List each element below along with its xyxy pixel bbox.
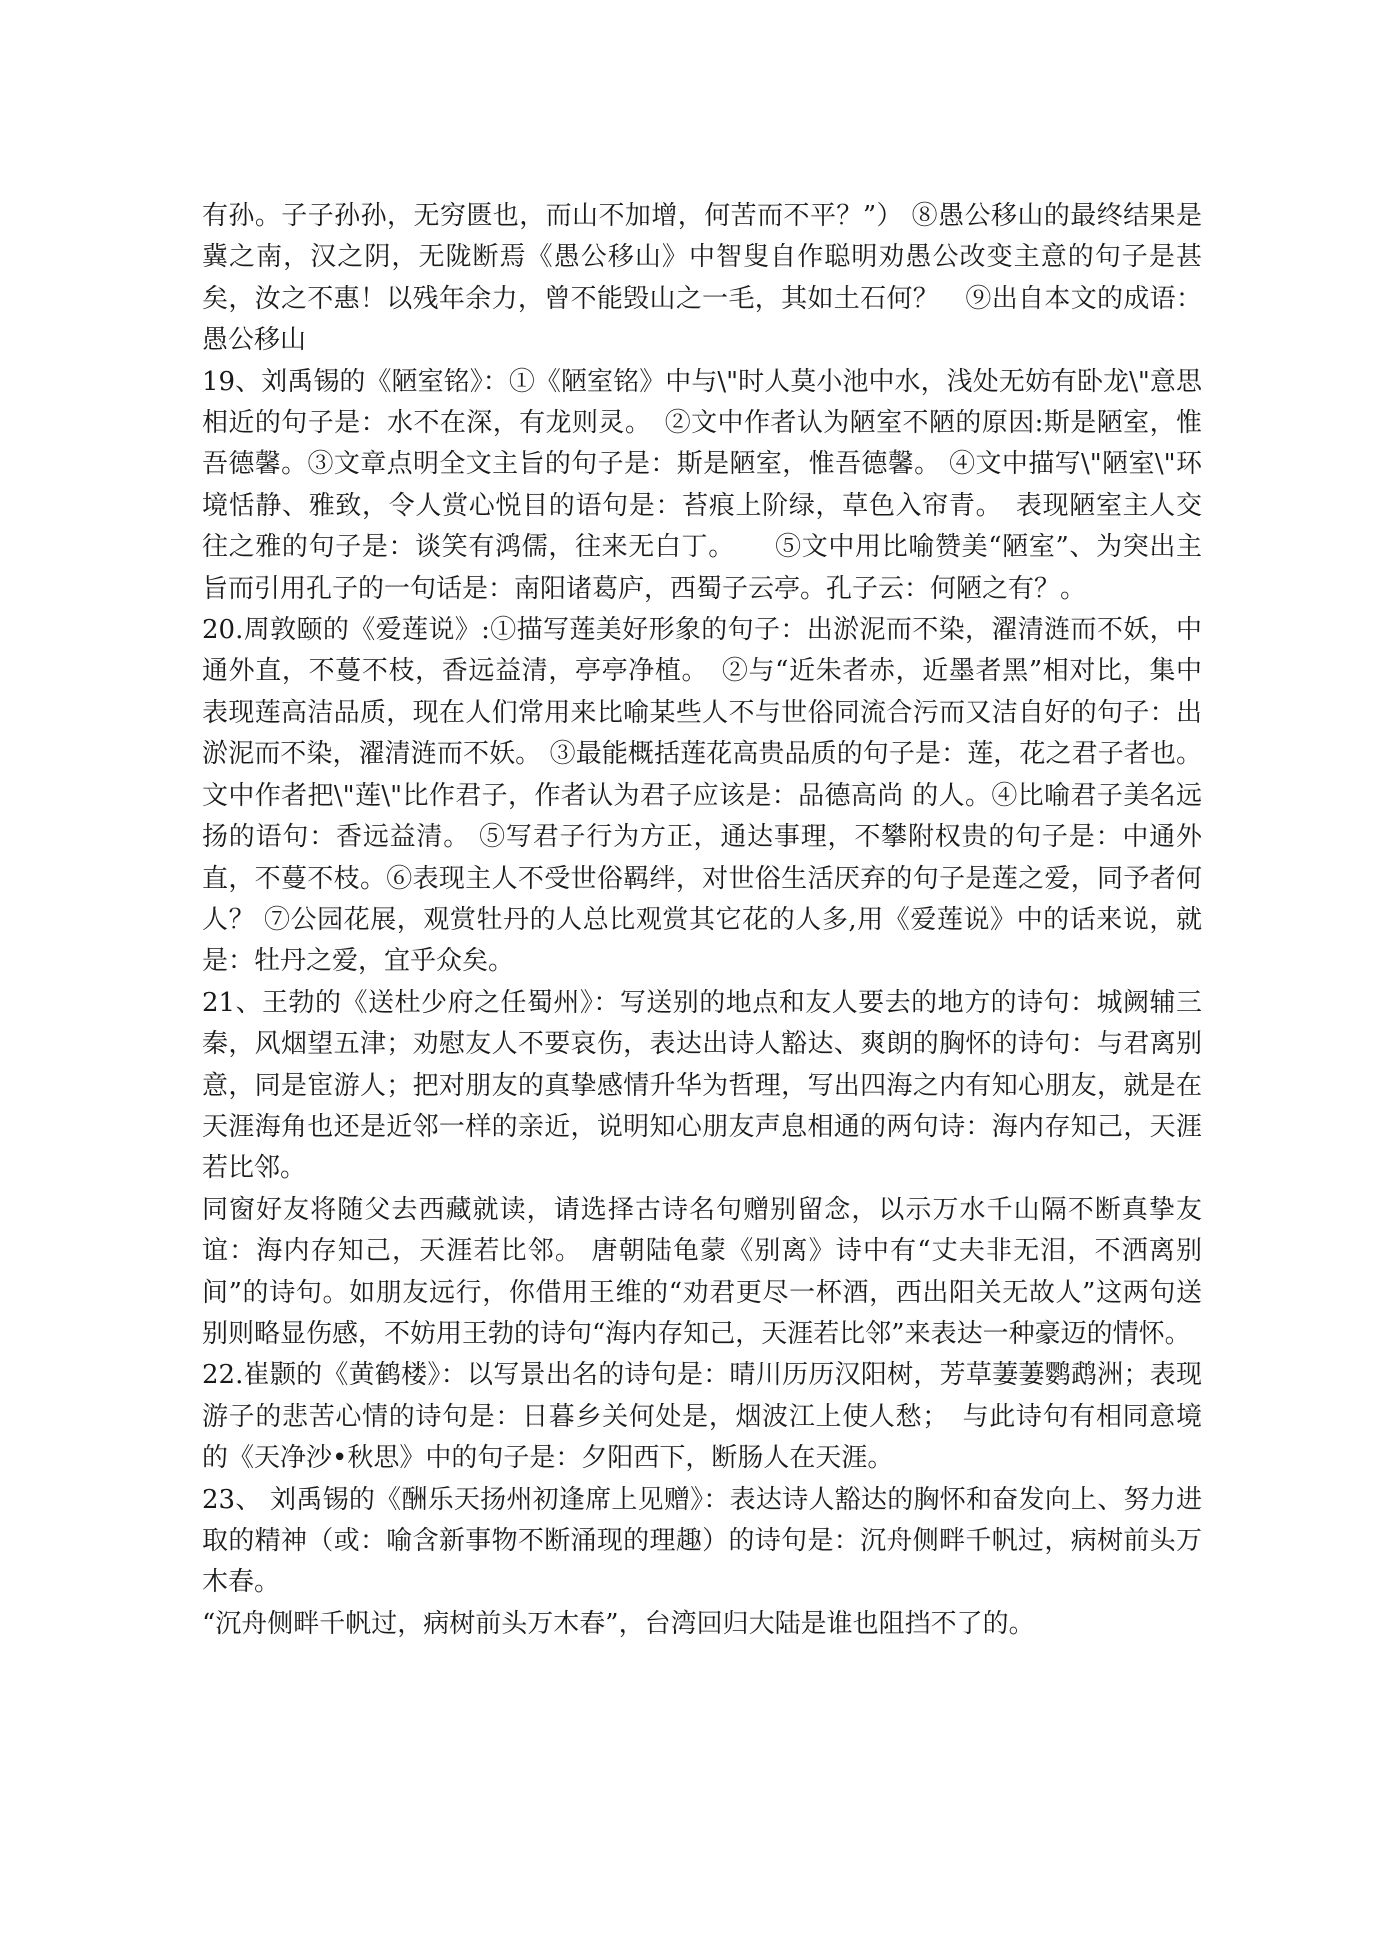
- paragraph-20-ailianshuo: 20.周敦颐的《爱莲说》:①描写莲美好形象的句子：出淤泥而不染，濯清涟而不妖，中通外直，不蔓不枝，香远益清，亭亭净植。 ②与“近朱者赤，近墨者黑”相对比，集中表现莲高洁品质，现在人们常用来比喻某些人不与世俗同流合污而又洁自好的句子：出淤泥而不染，濯清涟而不妖。 ③最能概括莲花高贵品质的句子是：莲，花之君子者也。文中作者把\"莲\"比作君子，作者认为君子应该是：品德高尚 的人。④比喻君子美名远扬的语句：香远益清。 ⑤写君子行为方正，通达事理，不攀附权贵的句子是：中通外直，不蔓不枝。⑥表现主人不受世俗羁绊，对世俗生活厌弃的句子是莲之爱，同予者何人？ ⑦公园花展，观赏牡丹的人总比观赏其它花的人多,用《爱莲说》中的话来说，就是：牡丹之爱，宜乎众矣。: [202, 615, 1202, 977]
- paragraph-19-loushiming: 19、刘禹锡的《陋室铭》：①《陋室铭》中与\"时人莫小池中水，浅处无妨有卧龙\"意思相近的句子是：水不在深，有龙则灵。 ②文中作者认为陋室不陋的原因:斯是陋室，惟吾德馨。③文章点明全文主旨的句子是：斯是陋室，惟吾德馨。 ④文中描写\"陋室\"环境恬静、雅致，令人赏心悦目的语句是：苔痕上阶绿，草色入帘青。 表现陋室主人交往之雅的句子是：谈笑有鸿儒，往来无白丁。 ⑤文中用比喻赞美“陋室”、为突出主旨而引用孔子的一句话是：南阳诸葛庐，西蜀子云亭。孔子云：何陋之有？。: [202, 366, 1202, 604]
- paragraph-23-chouletian: 23、 刘禹锡的《酬乐天扬州初逢席上见赠》：表达诗人豁达的胸怀和奋发向上、努力进取的精神（或：喻含新事物不断涌现的理趣）的诗句是：沉舟侧畔千帆过，病树前头万木春。: [202, 1484, 1202, 1598]
- paragraph-yugong-continued: 有孙。子子孙孙，无穷匮也，而山不加增，何苦而不平？”） ⑧愚公移山的最终结果是冀之南，汉之阴，无陇断焉《愚公移山》中智叟自作聪明劝愚公改变主意的句子是甚矣，汝之不惠！以残年余力，曾不能毁山之一毛，其如土石何？ ⑨出自本文的成语：愚公移山: [202, 201, 1202, 356]
- paragraph-22-huanghelou: 22.崔颢的《黄鹤楼》：以写景出名的诗句是：晴川历历汉阳树，芳草萋萋鹦鹉洲；表现游子的悲苦心情的诗句是：日暮乡关何处是，烟波江上使人愁； 与此诗句有相同意境的《天净沙•秋思》中的句子是：夕阳西下，断肠人在天涯。: [202, 1360, 1202, 1474]
- document-page: [202, 196, 1202, 1645]
- paragraph-21-songdushaofu: 21、王勃的《送杜少府之任蜀州》：写送别的地点和友人要去的地方的诗句：城阙辅三秦，风烟望五津；劝慰友人不要哀伤，表达出诗人豁达、爽朗的胸怀的诗句：与君离别意，同是宦游人；把对朋友的真挚感情升华为哲理，写出四海之内有知心朋友，就是在天涯海角也还是近邻一样的亲近，说明知心朋友声息相通的两句诗：海内存知己，天涯若比邻。: [202, 987, 1202, 1184]
- paragraph-21-farewell-usage: 同窗好友将随父去西藏就读，请选择古诗名句赠别留念，以示万水千山隔不断真挚友谊：海内存知己，天涯若比邻。 唐朝陆龟蒙《别离》诗中有“丈夫非无泪，不洒离别间”的诗句。如朋友远行，你借用王维的“劝君更尽一杯酒，西出阳关无故人”这两句送别则略显伤感，不妨用王勃的诗句“海内存知己，天涯若比邻”来表达一种豪迈的情怀。: [202, 1194, 1202, 1349]
- paragraph-23-usage: “沉舟侧畔千帆过，病树前头万木春”，台湾回归大陆是谁也阻挡不了的。: [202, 1608, 1035, 1639]
